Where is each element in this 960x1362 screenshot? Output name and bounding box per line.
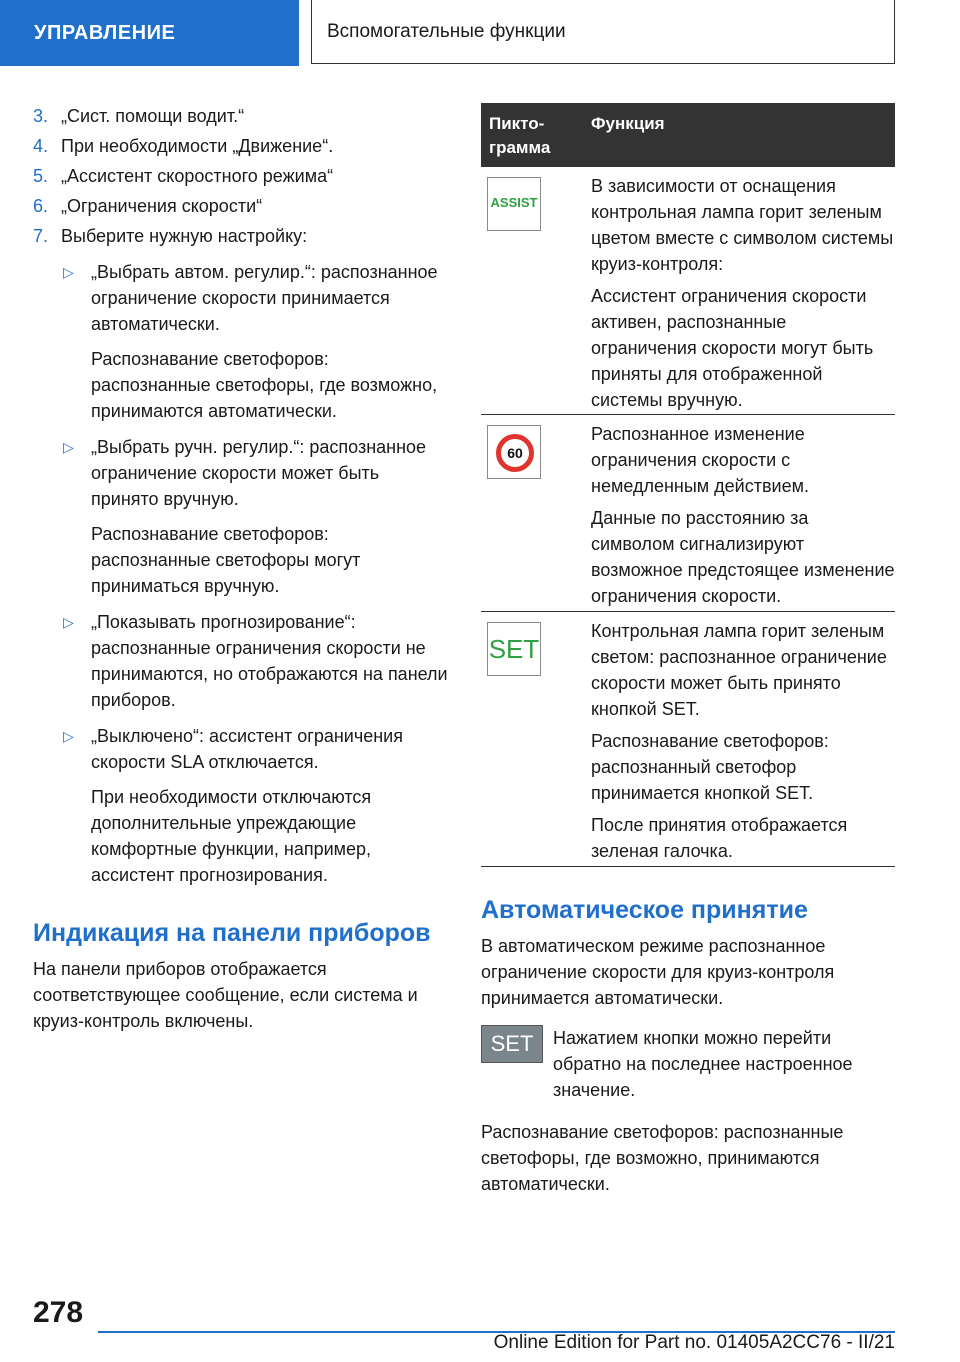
step-number: 6. [33, 196, 49, 216]
option-item [33, 434, 451, 599]
page-number: 278 [33, 1296, 84, 1329]
step-text: „Ограничения скорости“ [61, 196, 263, 216]
table-header [481, 103, 895, 167]
option-text: „Показывать прогнозирование“: распознанные ограничения скорости не принимаются, но отображаются на панели приборов. [91, 612, 448, 710]
table-row [481, 415, 895, 612]
step-item [33, 133, 451, 159]
option-note: Распознавание светофоров: распознанные светофоры могут приниматься вручную. [91, 524, 361, 596]
bullet-triangle-icon: ▷ [63, 439, 74, 455]
speed-sign [496, 434, 534, 472]
set-indicator-icon [487, 622, 541, 676]
set-label: SET [488, 634, 540, 664]
set-button-note [481, 1025, 895, 1103]
assist-indicator-icon [487, 177, 541, 231]
assist-label: ASSIST [490, 195, 538, 210]
option-note: При необходимости отключаются дополнительные упреждающие комфортные функции, например, ассистент прогнозирования. [91, 787, 372, 885]
step-number: 5. [33, 166, 49, 186]
step-text: „Сист. помощи водит.“ [61, 106, 245, 126]
option-note: Распознавание светофоров: распознанные светофоры, где возможно, принимаются автоматически. [91, 349, 438, 421]
function-text: Ассистент ограничения скорости активен, распознанные ограничения скорости могут быть приняты для отображенной системы вручную. [591, 286, 874, 410]
option-item [33, 609, 451, 713]
set-button-icon: SET [481, 1025, 543, 1063]
left-column [33, 103, 451, 1034]
section-text: В автоматическом режиме распознанное ограничение скорости для круиз-контроля принимается автоматически. [481, 936, 835, 1008]
step-number: 4. [33, 136, 49, 156]
function-cell [591, 167, 895, 413]
step-item [33, 193, 451, 219]
bullet-triangle-icon: ▷ [63, 264, 74, 280]
section-heading: Автоматическое принятие [481, 896, 808, 924]
option-text: „Выбрать автом. регулир.“: распознанное ограничение скорости принимается автоматически. [91, 262, 438, 334]
step-text: „Ассистент скоростного режима“ [61, 166, 334, 186]
function-text: Контрольная лампа горит зеленым светом: распознанное ограничение скорости может быть принято кнопкой SET. [591, 621, 887, 719]
function-cell [591, 415, 895, 609]
step-item [33, 103, 451, 129]
edition-text: Online Edition for Part no. 01405A2CC76 - II/21 [493, 1332, 895, 1353]
table-header-function: Функция [591, 114, 665, 133]
section-tab: УПРАВЛЕНИЕ [0, 0, 299, 66]
bullet-triangle-icon: ▷ [63, 728, 74, 744]
set-button-text: Нажатием кнопки можно перейти обратно на последнее настроенное значение. [553, 1028, 853, 1100]
function-text: Распознавание светофоров: распознанный светофор принимается кнопкой SET. [591, 731, 829, 803]
function-text: После принятия отображается зеленая галочка. [591, 815, 848, 861]
function-text: В зависимости от оснащения контрольная лампа горит зеленым цветом вместе с символом системы круиз-контроля: [591, 176, 894, 274]
step-number: 7. [33, 226, 49, 246]
bullet-triangle-icon: ▷ [63, 614, 74, 630]
function-text: Данные по расстоянию за символом сигнализируют возможное предстоящее изменение ограничения скорости. [591, 508, 895, 606]
option-item [33, 259, 451, 424]
step-text: Выберите нужную настройку: [61, 226, 308, 246]
option-item [33, 723, 451, 888]
table-row [481, 167, 895, 415]
function-text: Распознанное изменение ограничения скорости с немедленным действием. [591, 424, 809, 496]
table-row [481, 612, 895, 867]
step-item [33, 163, 451, 189]
auto-accept-section [481, 895, 895, 1197]
chapter-title-text: Вспомогательные функции [327, 20, 566, 42]
table-header-pictogram: Пикто-грамма [489, 114, 551, 157]
option-text: „Выбрать ручн. регулир.“: распознанное ограничение скорости может быть принято вручную. [91, 437, 427, 509]
section-heading: Индикация на панели приборов [33, 919, 431, 947]
chapter-title [311, 0, 895, 64]
option-text: „Выключено“: ассистент ограничения скорости SLA отключается. [91, 726, 403, 772]
step-text: При необходимости „Движение“. [61, 136, 334, 156]
step-number: 3. [33, 106, 49, 126]
speed-sign-value: 60 [507, 445, 523, 461]
right-column [481, 103, 895, 1197]
traffic-light-text: Распознавание светофоров: распознанные светофоры, где возможно, принимаются автоматически. [481, 1122, 844, 1194]
function-cell [591, 612, 895, 864]
section-text: На панели приборов отображается соответствующее сообщение, если система и круиз-контроль включены. [33, 959, 418, 1031]
speed-limit-60-icon [487, 425, 541, 479]
step-item [33, 223, 451, 249]
